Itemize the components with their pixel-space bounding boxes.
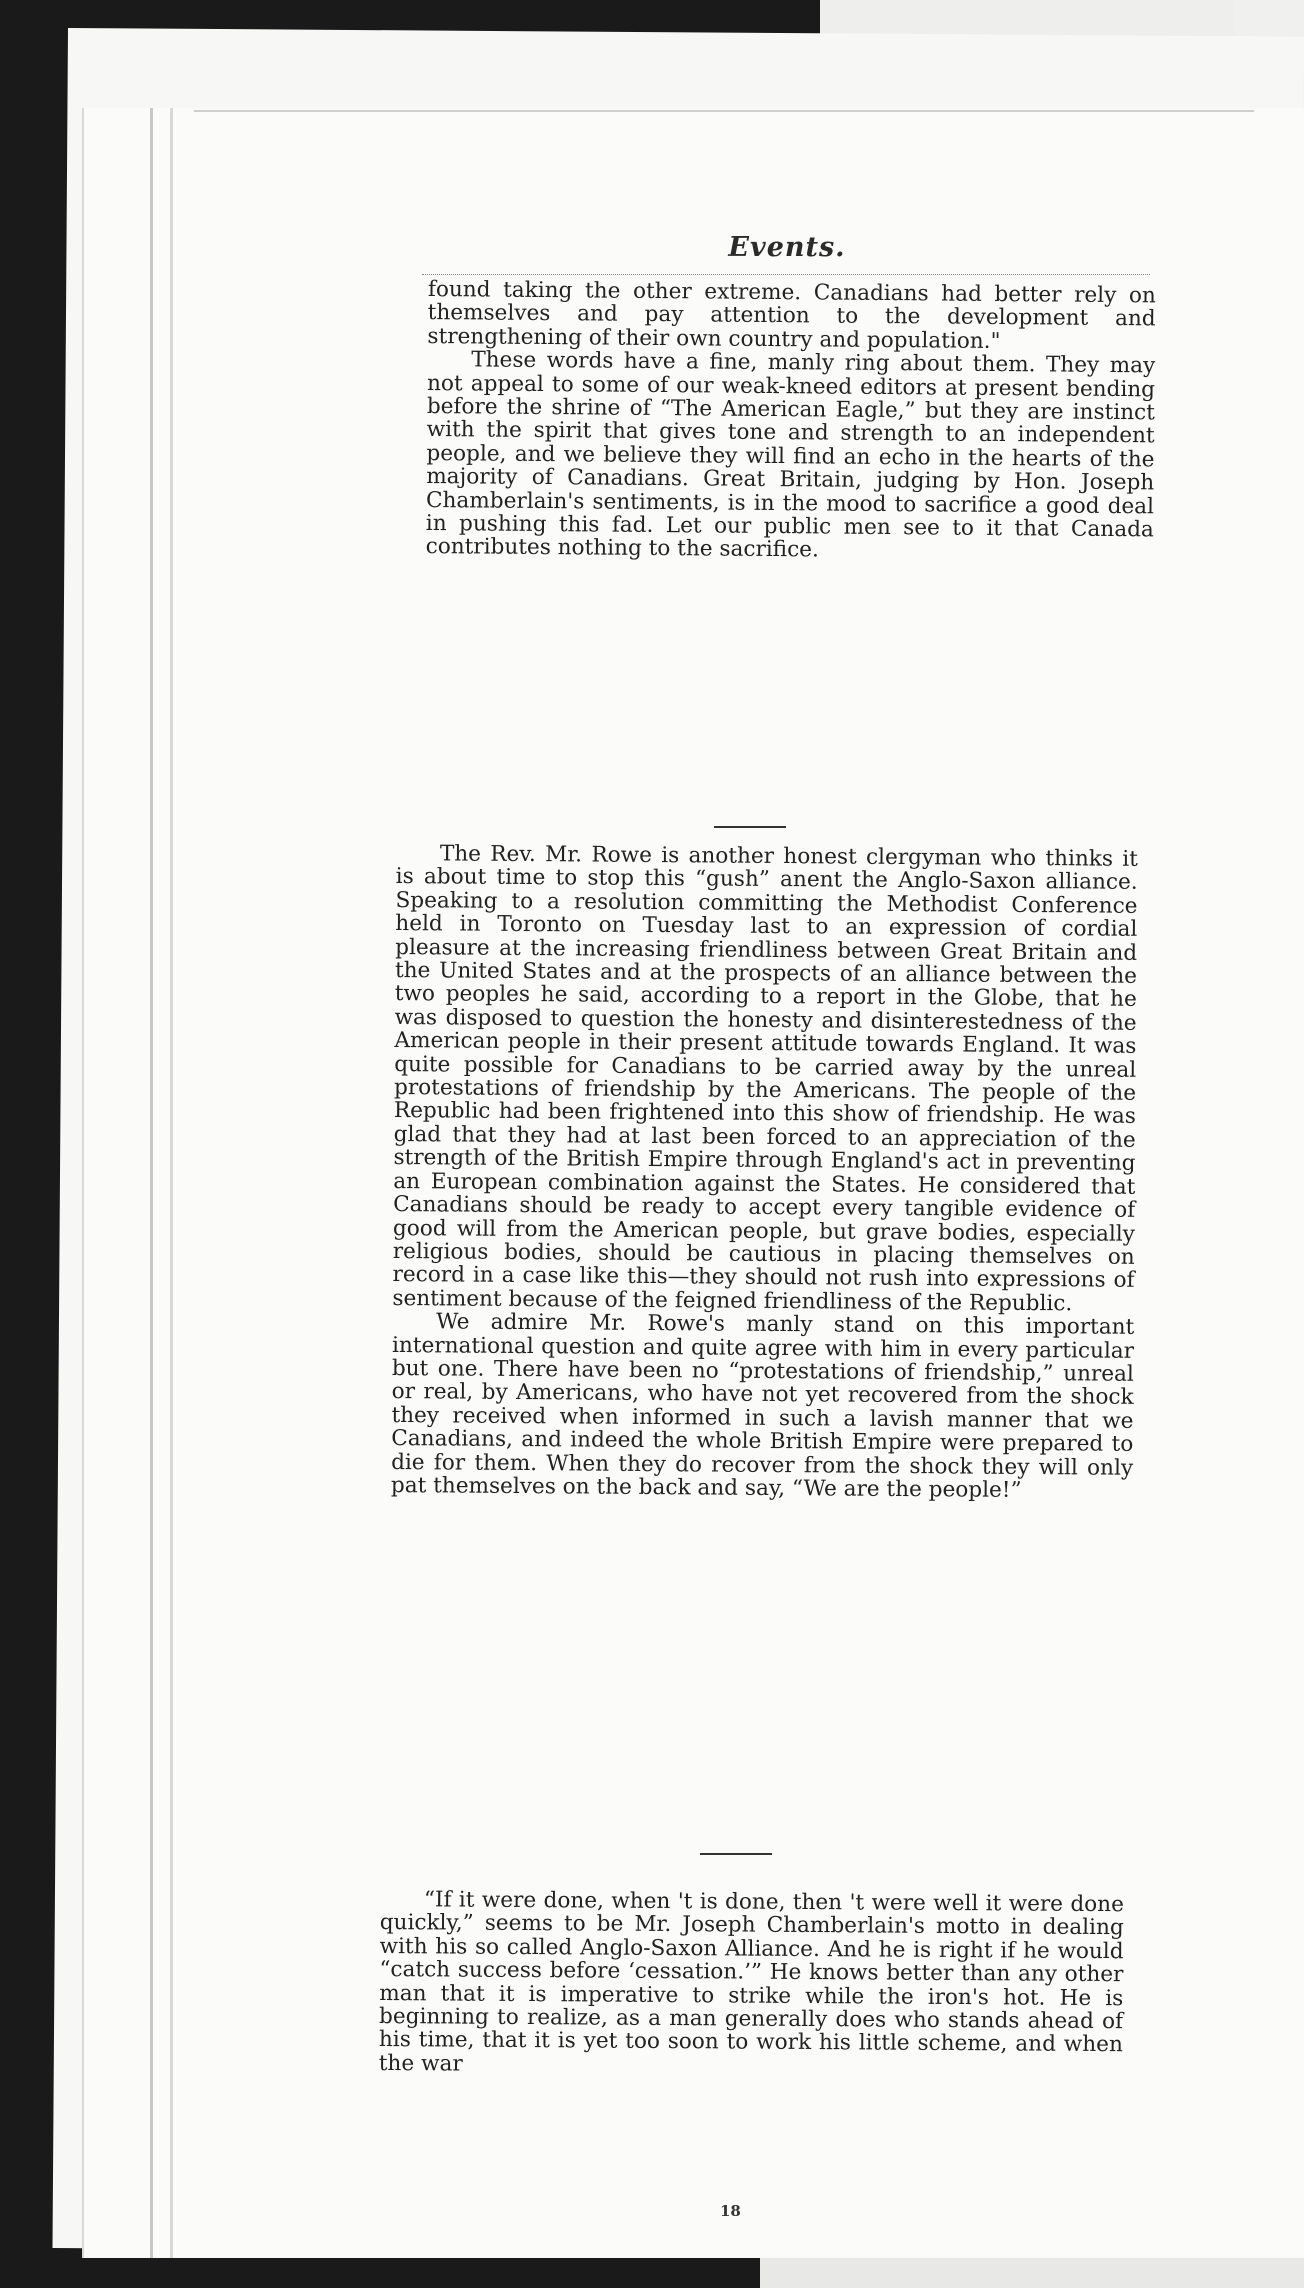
- running-header: [422, 232, 1152, 263]
- section-divider: [714, 826, 786, 828]
- binding-line: [150, 108, 153, 2258]
- article-section-3: [379, 1888, 1124, 2080]
- header-rule: [422, 274, 1150, 276]
- paragraph: found taking the other extreme. Canadians had better rely on themselves and pay attention to the development and strengthening of their own country and population.": [427, 277, 1156, 354]
- paragraph: The Rev. Mr. Rowe is another honest clergyman who thinks it is about time to stop this “gush” anent the Anglo-Saxon alliance. Speaking to a resolution committing the Methodist Conference held in Toronto on Tuesday last to an expression of cordial pleasure at the increasing friendliness between Great Britain and the United States and at the prospects of an alliance between the two peoples he said, according to a report in the Globe, that he was disposed to question the honesty and disinterestedness of the American people in their present attitude towards England. It was quite possible for Canadians to be carried away by the unreal protestations of friendship by the Americans. The people of the Republic had been frightened into this show of friendship. He was glad that they had at last been forced to an appreciation of the strength of the British Empire through England's act in preventing an European combination against the States. He considered that Canadians should be ready to accept every tangible evidence of good will from the American people, but grave bodies, especially religious bodies, should be cautious in placing themselves on record in a case like this—they should not rush into expressions of sentiment because of the feigned friendliness of the Republic.: [392, 841, 1138, 1317]
- paragraph: “If it were done, when 't is done, then 't were well it were done quickly,” seems to be Mr. Joseph Chamberlain's motto in dealing with his so called Anglo-Saxon Alliance. And he is right if he would “catch success before ‘cessation.’” He knows better than any other man that it is imperative to strike while the iron's hot. He is beginning to realize, as a man generally does who stands ahead of his time, that it is yet too soon to work his little scheme, and when the war: [378, 1887, 1124, 2077]
- paragraph: We admire Mr. Rowe's manly stand on this important international question and quite agree with him in every particular but one. There have been no “protestations of friendship,” unreal or real, by Americans, who have not yet recovered from the shock they received when informed in such a lavish manner that we Canadians, and indeed the whole British Empire were prepared to die for them. When they do recover from the shock they will only pat themselves on the back and say, “We are the people!”: [390, 1309, 1135, 1503]
- binding-line: [170, 108, 173, 2258]
- page-number: 18: [720, 2202, 741, 2220]
- article-section-1: [426, 278, 1156, 565]
- paragraph: These words have a fine, manly ring about them. They may not appeal to some of our weak-kneed editors at present bending before the shrine of “The American Eagle,” but they are instinct with the spirit that gives tone and strength to an independent people, and we believe they will find an echo in the hearts of the majority of Canadians. Great Britain, judging by Hon. Joseph Chamberlain's sentiments, is in the mood to sacrifice a good deal in pushing this fad. Let our public men see to it that Canada contributes nothing to the sacrifice.: [425, 347, 1156, 563]
- section-divider: [700, 1853, 772, 1855]
- article-section-2: [391, 842, 1138, 1503]
- page-edge: [194, 110, 1254, 112]
- header-title: Events.: [728, 232, 846, 263]
